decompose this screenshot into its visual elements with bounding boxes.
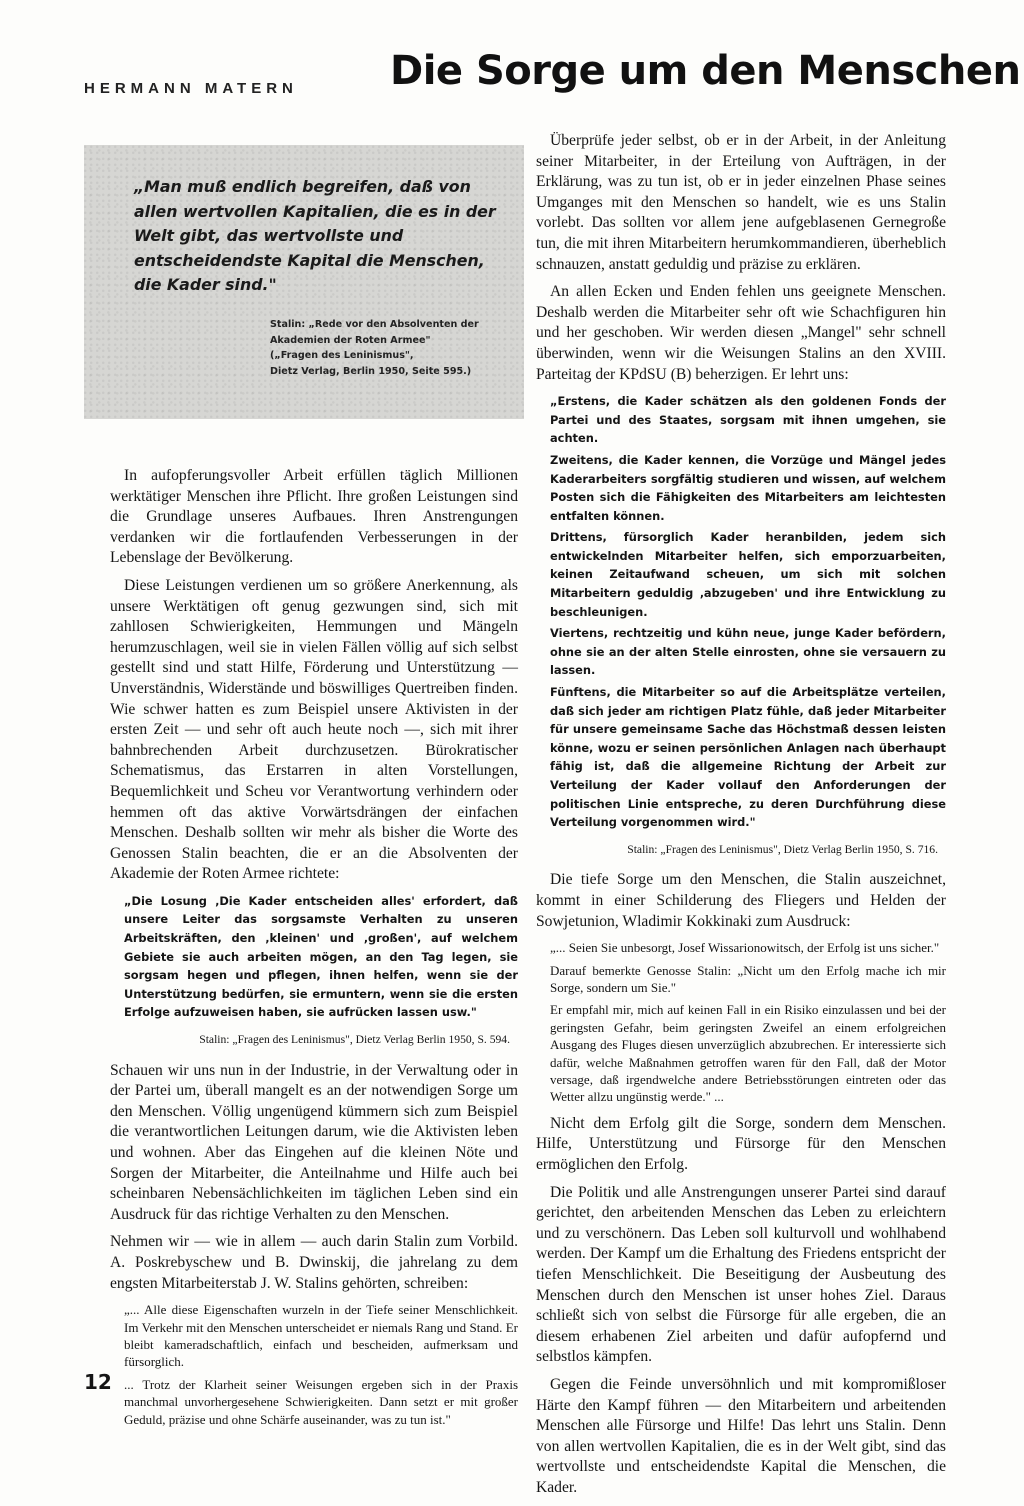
quote-box: [84, 145, 524, 419]
left-column: [110, 466, 518, 1436]
quote-source-line-2: („Fragen des Leninismus",: [270, 350, 414, 361]
block-quote-text: Er empfahl mir, mich auf keinen Fall in ein Risiko einzulassen und bei der geringsten Gefahr, beim geringsten Zweifel an einem erfolgreichen Ausgang des Fluges diesen unverzüglich abzubrechen. Er interessierte sich dafür, welche Maßnahmen getroffen waren für den Fall, daß der Motor versage, daß irgendwelche andere Betriebsstörungen eintreten oder das Wetter allzu ungünstig werde." ...: [550, 1002, 946, 1105]
block-quote-text: Drittens, fürsorglich Kader heranbilden, jedem sich entwickelnden Mitarbeiter helfen, sich emporzuarbeiten, keinen Zeitaufwand scheuen, um sich mit solchen Mitarbeitern geduldig ‚abzugeben' und ihre Entwicklung zu beschleunigen.: [550, 530, 946, 619]
author-name: HERMANN MATERN: [84, 80, 298, 97]
page-number: 12: [84, 1370, 112, 1394]
block-quote-text: „... Seien Sie unbesorgt, Josef Wissarionowitsch, der Erfolg ist uns sicher.": [550, 940, 940, 956]
paragraph: Nicht dem Erfolg gilt die Sorge, sondern dem Menschen. Hilfe, Unterstützung und Fürsorge für den Menschen ermöglichen den Erfolg.: [536, 1114, 946, 1173]
paragraph: An allen Ecken und Enden fehlen uns geeignete Menschen. Deshalb werden die Mitarbeiter sehr oft wie Schachfiguren hin und her geschoben. Wir werden diesen „Mangel" sehr schnell überwinden, wenn wir die Weisungen Stalins an den XVIII. Parteitag der KPdSU (B) beherzigen. Er lehrt uns:: [536, 283, 946, 383]
paragraph: In aufopferungsvoller Arbeit erfüllen täglich Millionen werktätiger Menschen ihre Pflicht. Ihre großen Leistungen sind die Grundlage unseres Aufbaues. Ihren Anstrengungen verdanken wir die fortlaufenden Verbesserungen in der Lebenslage der Bevölkerung.: [110, 467, 518, 567]
block-quote-text: „Erstens, die Kader schätzen als den goldenen Fonds der Partei und des Staates, sorgsam mit ihnen umgehen, sie achten.: [550, 394, 946, 446]
block-quote-text: „Die Losung ‚Die Kader entscheiden alles' erfordert, daß unsere Leiter das sorgsamste Verhalten zu unseren Arbeitskräften, den ‚kleinen' und ‚großen', auf welchem Gebiete sie auch arbeiten mögen, an den Tag legen, sie sorgsam hegen und pflegen, ihnen helfen, wenn sie der Unterstützung bedürfen, sie ermuntern, wenn sie die ersten Erfolge aufzuweisen haben, sie aufrücken lassen usw.": [124, 893, 518, 1020]
block-quote: [124, 892, 518, 1022]
block-quote: [550, 939, 946, 1106]
paragraph: Gegen die Feinde unversöhnlich und mit kompromißloser Härte den Kampf führen — den Mitarbeitern und arbeitenden Menschen alle Fürsorge und Hilfe! Das lehrt uns Stalin. Denn von allen wertvollen Kapitalien, die es in der Welt gibt, sind das wertvollste und entscheidendste Kapital die Menschen, die Kader.: [536, 1375, 946, 1496]
quote-source-line-1: Stalin: „Rede vor den Absolventen der Akademien der Roten Armee": [270, 319, 479, 346]
paragraph: Die tiefe Sorge um den Menschen, die Stalin auszeichnet, kommt in einer Schilderung des Fliegers und Helden der Sowjetunion, Wladimir Kokkinaki zum Ausdruck:: [536, 871, 946, 930]
right-column: [536, 131, 946, 1506]
paragraph: Diese Leistungen verdienen um so größere Anerkennung, als unsere Werktätigen oft genug gezwungen sind, sich mit zahllosen Schwierigkeiten, Hemmungen und Mängeln herumzuschlagen, weil sie in vielen Fällen völlig auf sich selbst gestellt sind und statt Hilfe, Förderung und Unterstützung — Unverständnis, Widerstände und böswilliges Quertreiben finden. Wie schwer hatten es zum Beispiel unsere Aktivisten in der ersten Zeit — und sehr oft auch heute noch —, sich mit ihrer bahnbrechenden Arbeit durchzusetzen. Bürokratischer Schematismus, das Erstarren in alten Vorstellungen, Bequemlichkeit und Scheu vor Verantwortung verhindern oder hemmen oft das aktive Vorwärtsdrängen der einfachen Menschen. Deshalb sollten wir mehr als bisher die Worte des Genossen Stalin beachten, die er an die Absolventen der Akademie der Roten Armee richtete:: [110, 576, 518, 883]
quote-citation: Stalin: „Fragen des Leninismus", Dietz Verlag Berlin 1950, S. 594.: [199, 1033, 510, 1047]
block-quote-text: Zweitens, die Kader kennen, die Vorzüge und Mängel jedes Kaderarbeiters sorgfältig studieren und wissen, auf welchem Posten sich die Fähigkeiten des Mitarbeiters am leichtesten entfalten können.: [550, 452, 946, 523]
paragraph: Schauen wir uns nun in der Industrie, in der Verwaltung oder in der Partei um, überall mangelt es an der notwendigen Sorge um den Menschen. Völlig ungenügend kümmern sich zum Beispiel die verantwortlichen Leitungen darum, wie die Aktivisten leben und wohnen. Aber das Eingehen auf die kleinen Nöte und Sorgen der Mitarbeiter, die Anteilnahme und Hilfe auch bei scheinbaren Nebensächlichkeiten im täglichen Leben sind ein Ausdruck für das richtige Verhalten zu den Menschen.: [110, 1061, 518, 1223]
article-title: Die Sorge um den Menschen: [390, 48, 1021, 94]
quote-text: „Man muß endlich begreifen, daß von allen wertvollen Kapitalien, die es in der Welt gibt, das wertvollste und entscheidendste Kapital die Menschen, die Kader sind.": [134, 177, 496, 295]
paragraph: Die Politik und alle Anstrengungen unserer Partei sind darauf gerichtet, den arbeitenden Menschen das Leben zu erleichtern und zu verschönern. Das Leben soll kulturvoll und wohlhabend werden. Der Kampf um die Erhaltung des Friedens entspricht der tiefen Menschlichkeit. Die Beseitigung der Ausbeutung des Menschen durch den Menschen ist unser hohes Ziel. Daraus schließt sich von selbst die Fürsorge für alle ergeben, die an diesem erhabenen Ziel arbeiten und dafür aufopfernd und selbstlos kämpfen.: [536, 1183, 946, 1366]
paragraph: Nehmen wir — wie in allem — auch darin Stalin zum Vorbild. A. Poskrebyschew und B. Dwinskij, die jahrelang zu dem engsten Mitarbeiterstab J. W. Stalins gehörten, schreiben:: [110, 1233, 518, 1292]
block-quote: [550, 392, 946, 832]
quote-source-line-3: Dietz Verlag, Berlin 1950, Seite 595.): [270, 365, 472, 377]
quote-citation: Stalin: „Fragen des Leninismus", Dietz Verlag Berlin 1950, S. 716.: [627, 842, 938, 856]
block-quote-text: ... Trotz der Klarheit seiner Weisungen ergeben sich in der Praxis manchmal unvorhergesehene Schwierigkeiten. Dann setzt er mit großer Geduld, präzise und ohne Schärfe auseinander, was zu tun ist.": [124, 1376, 518, 1427]
block-quote-text: Darauf bemerkte Genosse Stalin: „Nicht um den Erfolg mache ich mir Sorge, sondern um Sie.": [550, 962, 946, 995]
block-quote-text: „... Alle diese Eigenschaften wurzeln in der Tiefe seiner Menschlichkeit. Im Verkehr mit den Menschen unterscheidet er niemals Rang und Stand. Er bleibt kameradschaftlich, einfach und bescheiden, aufmerksam und fürsorglich.: [124, 1302, 518, 1370]
block-quote-text: Viertens, rechtzeitig und kühn neue, junge Kader befördern, ohne sie an der alten Stelle einrosten, ohne sie versauern zu lassen.: [550, 626, 946, 678]
block-quote-text: Fünftens, die Mitarbeiter so auf die Arbeitsplätze verteilen, daß sich jeder am richtigen Platz fühle, daß jeder Mitarbeiter für unsere gemeinsame Sache das Höchstmaß dessen leisten könne, wozu er seinen persönlichen Anlagen nach überhaupt fähig ist, daß die allgemeine Richtung der Arbeit zur Verteilung der Kader vollauf den Anforderungen der politischen Linie entspreche, zu deren Durchführung diese Verteilung vorgenommen wird.": [550, 685, 946, 830]
paragraph: Überprüfe jeder selbst, ob er in der Arbeit, in der Anleitung seiner Mitarbeiter, in der Erteilung von Aufträgen, in der Erklärung, was zu tun ist, ob er in jeder einzelnen Phase seines Umganges mit den Menschen so handelt, wie es uns Stalin vorlebt. Das sollten vor allem jene aufgeblasenen Gernegroße tun, die mit ihren Mitarbeitern herumkommandieren, überheblich schnauzen, anstatt geduldig und präzise zu erklären.: [536, 132, 946, 273]
quote-source: [270, 317, 510, 379]
block-quote: [124, 1301, 518, 1428]
